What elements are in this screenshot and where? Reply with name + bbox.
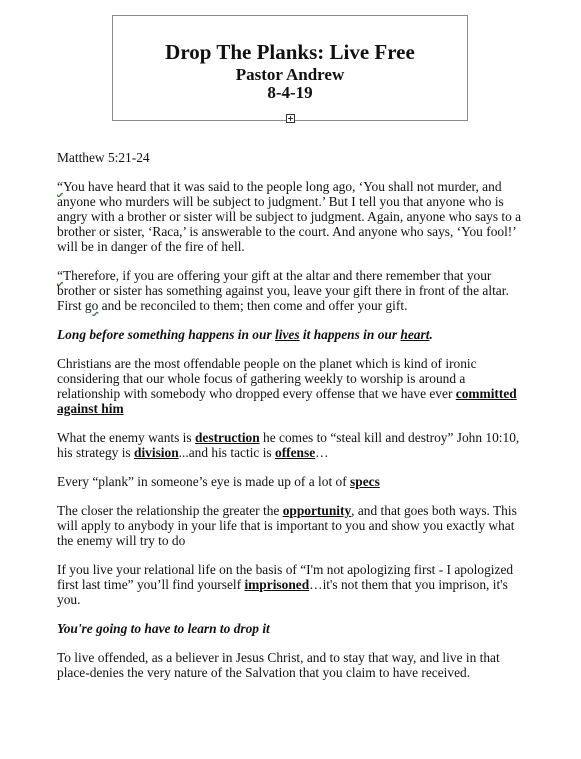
quote-mark: “ xyxy=(57,268,63,283)
emphasis-word: opportunity xyxy=(282,503,352,518)
quote-mark: “ xyxy=(57,179,63,194)
author: Pastor Andrew xyxy=(235,65,345,84)
paragraph-text: , and that goes both ways. This will apply to anybody in your life that is important to you and show you exactly what the enemy will try to do xyxy=(57,503,517,548)
paragraph-text: … xyxy=(315,445,329,460)
paragraph-text: The closer the relationship the greater the xyxy=(57,503,283,518)
paragraph-live-offended: To live offended, as a believer in Jesus Christ, and to stay that way, and live in that place-denies the very nature of the Salvation that you claim to have received. xyxy=(57,650,500,680)
paragraph-text: You have heard that it was said to the people long ago, ‘You shall not murder, and anyone who murders will be subject to judgment.’ But I tell you that anyone who is angry with a brother or sister will be subject to judgment. Again, anyone who says to a brother or sister, ‘Raca,’ is answerable to the court. And anyone who says, ‘You fool!’ will be in danger of the fire of hell. xyxy=(57,179,522,254)
paragraph-imprisoned xyxy=(57,562,527,607)
emphasis-word: offense xyxy=(275,445,316,460)
paragraph-text: it happens in our xyxy=(299,327,401,342)
flagged-word: go xyxy=(84,298,99,313)
paragraph-text: Christians are the most offendable people on the planet which is kind of ironic considering that our whole focus of gathering weekly to worship is around a relationship with somebody who dropped every offense that we have ever xyxy=(57,356,477,401)
paragraph-relationship xyxy=(57,503,527,548)
scripture-paragraph-2 xyxy=(57,268,527,313)
paragraph-text: Therefore, if you are offering your gift at the altar and there remember that your brother or sister has something against you, leave your gift there in front of the altar. First xyxy=(57,268,509,313)
paragraph-enemy xyxy=(57,430,527,460)
paragraph-text: . xyxy=(429,327,433,342)
document-body xyxy=(57,150,527,694)
paragraph-plank xyxy=(57,474,527,489)
paragraph-text: Every “plank” in someone’s eye is made up of a lot of xyxy=(57,474,351,489)
emphasis-word: destruction xyxy=(194,430,260,445)
emphasis-word: committed against him xyxy=(57,386,517,416)
page-title: Drop The Planks: Live Free xyxy=(165,40,415,64)
paragraph-text: …it's not them that you imprison, it's you. xyxy=(57,577,508,607)
paragraph-text: and be reconciled to them; then come and offer your gift. xyxy=(98,298,408,313)
emphasis-word: specs xyxy=(350,474,380,489)
emphasis-word: lives xyxy=(275,327,300,342)
paragraph-text: If you live your relational life on the basis of “I'm not apologizing first - I apologized first last time” you’ll find yourself xyxy=(57,562,514,592)
move-handle-icon[interactable] xyxy=(286,114,295,123)
date: 8-4-19 xyxy=(267,83,313,102)
paragraph-text: What the enemy wants is xyxy=(57,430,195,445)
emphasis-word: heart xyxy=(400,327,430,342)
key-statement-1 xyxy=(57,327,527,342)
paragraph-text: Long before something happens in our xyxy=(57,327,276,342)
key-statement-2: You're going to have to learn to drop it xyxy=(57,621,270,636)
paragraph-text: he comes to “steal kill and destroy” John 10:10, his strategy is xyxy=(57,430,520,460)
emphasis-word: division xyxy=(134,445,179,460)
scripture-paragraph-1 xyxy=(57,179,527,254)
paragraph-offendable xyxy=(57,356,527,416)
title-box xyxy=(112,15,468,121)
scripture-reference: Matthew 5:21-24 xyxy=(57,150,150,165)
emphasis-word: imprisoned xyxy=(244,577,310,592)
paragraph-text: ...and his tactic is xyxy=(178,445,275,460)
